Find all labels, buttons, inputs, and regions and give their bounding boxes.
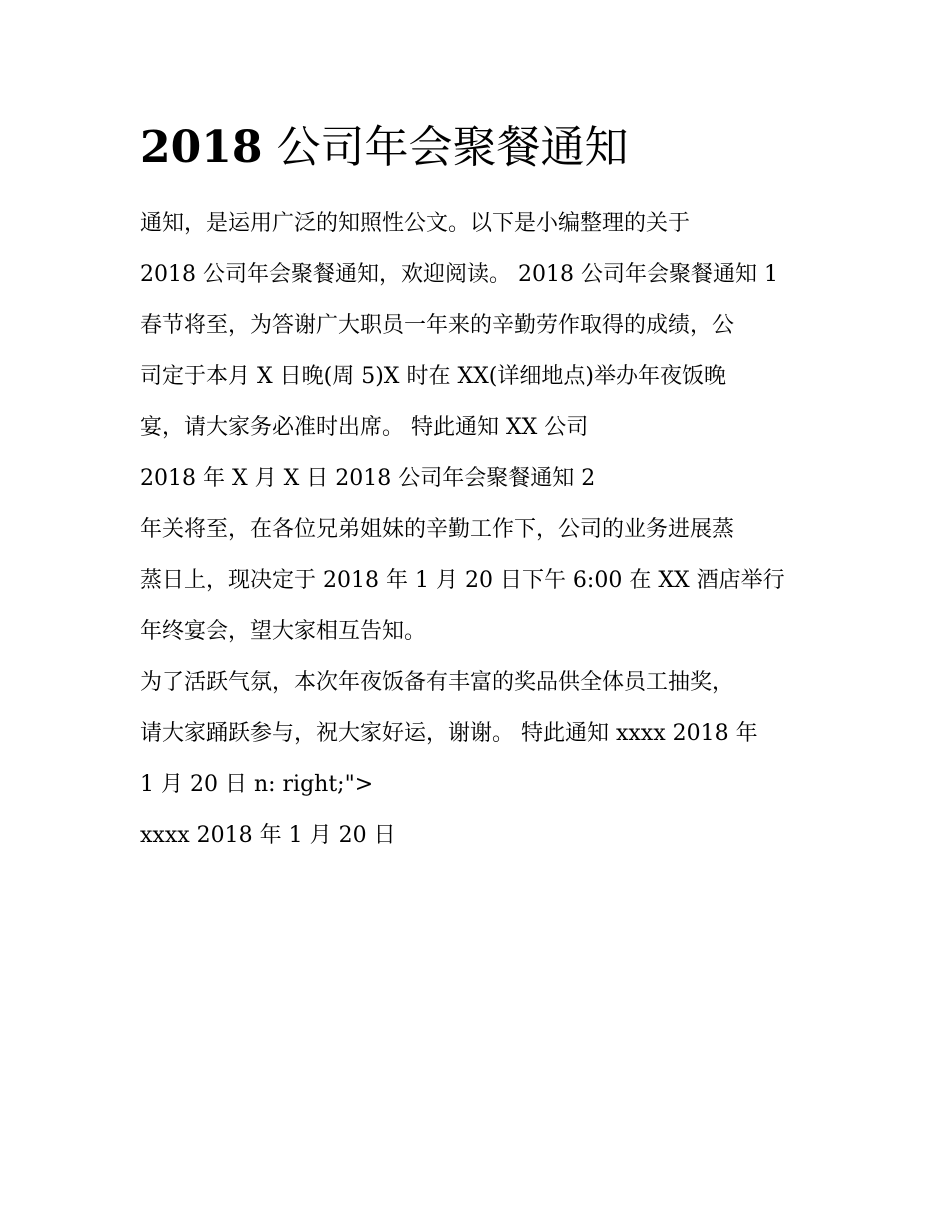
body-line: 年关将至，在各位兄弟姐妹的辛勤工作下，公司的业务进展蒸: [140, 517, 735, 542]
document-title: [140, 118, 830, 178]
body-line: xxxx 2018 年 1 月 20 日: [140, 823, 396, 848]
body-line: 1 月 20 日 n: right;">: [140, 772, 374, 797]
body-line: 蒸日上，现决定于 2018 年 1 月 20 日下午 6:00 在 XX 酒店举行: [140, 568, 785, 593]
document-body: [140, 198, 830, 861]
body-line: 2018 公司年会聚餐通知，欢迎阅读。 2018 公司年会聚餐通知 1: [140, 262, 778, 287]
body-line: 司定于本月 X 日晚(周 5)X 时在 XX(详细地点)举办年夜饭晚: [140, 364, 726, 389]
body-line: 年终宴会，望大家相互告知。: [140, 619, 427, 644]
body-line: 请大家踊跃参与，祝大家好运，谢谢。 特此通知 xxxx 2018 年: [140, 721, 758, 746]
body-line: 2018 年 X 月 X 日 2018 公司年会聚餐通知 2: [140, 466, 596, 491]
body-line: 春节将至，为答谢广大职员一年来的辛勤劳作取得的成绩，公: [140, 313, 735, 338]
body-line: 通知，是运用广泛的知照性公文。以下是小编整理的关于: [140, 211, 691, 236]
document-title-year: 2018: [140, 122, 263, 173]
body-line: 为了活跃气氛，本次年夜饭备有丰富的奖品供全体员工抽奖，: [140, 670, 735, 695]
body-line: 宴，请大家务必准时出席。 特此通知 XX 公司: [140, 415, 589, 440]
document-title-text: 公司年会聚餐通知: [262, 122, 629, 173]
document-content: [140, 118, 830, 861]
